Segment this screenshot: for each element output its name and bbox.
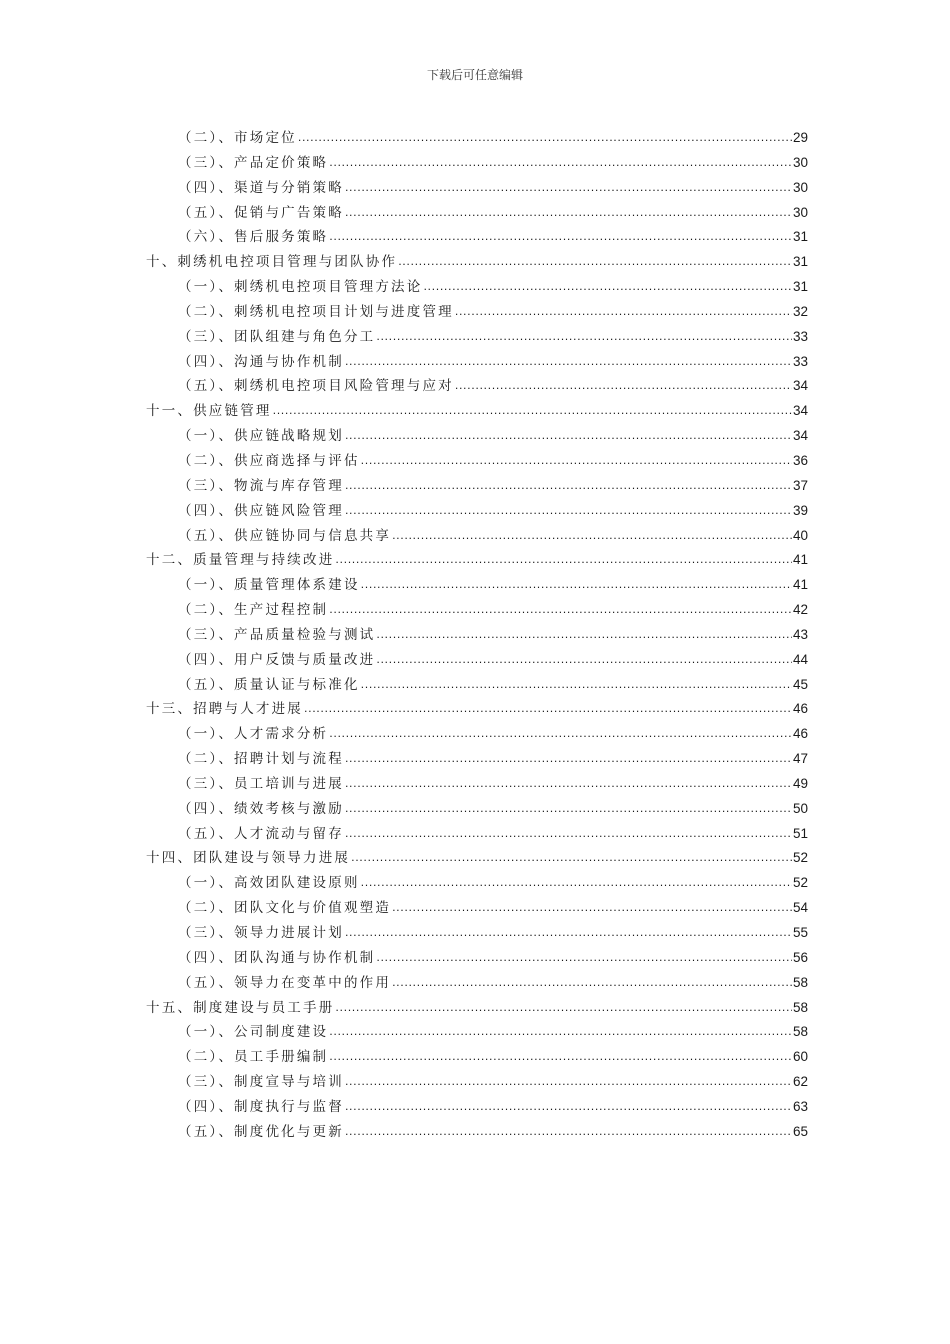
toc-section-entry[interactable] [146, 673, 808, 698]
toc-section-entry[interactable] [146, 300, 808, 325]
toc-section-entry[interactable] [146, 921, 808, 946]
toc-page-number: 31 [792, 279, 808, 295]
toc-dot-leader [329, 1048, 792, 1064]
toc-dot-leader [329, 228, 792, 244]
toc-section-entry[interactable] [146, 1045, 808, 1070]
toc-page-number: 49 [792, 775, 808, 791]
toc-page-number: 60 [792, 1049, 808, 1065]
toc-dot-leader [345, 825, 792, 841]
toc-section-entry[interactable] [146, 126, 808, 151]
toc-page-number: 47 [792, 751, 808, 767]
toc-section-entry[interactable] [146, 623, 808, 648]
toc-entry-title: （三）、制度宣导与培训 [178, 1074, 344, 1091]
toc-chapter-entry[interactable] [146, 548, 808, 573]
toc-dot-leader [335, 999, 792, 1015]
table-of-contents [146, 126, 808, 1145]
toc-dot-leader [345, 924, 792, 940]
toc-entry-title: （三）、物流与库存管理 [178, 477, 344, 494]
toc-dot-leader [345, 353, 792, 369]
toc-dot-leader [345, 1073, 792, 1089]
toc-section-entry[interactable] [146, 1095, 808, 1120]
toc-entry-title: （二）、员工手册编制 [178, 1049, 329, 1066]
toc-page-number: 44 [792, 651, 808, 667]
toc-entry-title: （五）、促销与广告策略 [178, 204, 344, 221]
toc-section-entry[interactable] [146, 474, 808, 499]
toc-page-number: 30 [792, 179, 808, 195]
toc-dot-leader [329, 725, 792, 741]
toc-entry-title: 十二、质量管理与持续改进 [146, 552, 335, 569]
toc-dot-leader [376, 328, 792, 344]
toc-page-number: 41 [792, 577, 808, 593]
toc-dot-leader [345, 800, 792, 816]
toc-section-entry[interactable] [146, 797, 808, 822]
toc-page-number: 33 [792, 353, 808, 369]
toc-chapter-entry[interactable] [146, 399, 808, 424]
toc-section-entry[interactable] [146, 201, 808, 226]
toc-page-number: 39 [792, 502, 808, 518]
toc-entry-title: （一）、人才需求分析 [178, 726, 329, 743]
toc-page-number: 40 [792, 527, 808, 543]
toc-dot-leader [455, 303, 792, 319]
toc-section-entry[interactable] [146, 1070, 808, 1095]
toc-section-entry[interactable] [146, 598, 808, 623]
toc-dot-leader [273, 402, 792, 418]
toc-section-entry[interactable] [146, 350, 808, 375]
toc-page-number: 62 [792, 1074, 808, 1090]
toc-section-entry[interactable] [146, 896, 808, 921]
toc-entry-title: （四）、用户反馈与质量改进 [178, 651, 376, 668]
toc-section-entry[interactable] [146, 449, 808, 474]
toc-page-number: 55 [792, 925, 808, 940]
toc-entry-title: （三）、领导力进展计划 [178, 925, 344, 941]
toc-dot-leader [351, 849, 792, 865]
toc-page-number: 46 [792, 726, 808, 742]
toc-dot-leader [392, 527, 792, 543]
toc-dot-leader [423, 278, 792, 294]
toc-dot-leader [392, 899, 792, 915]
toc-page-number: 34 [792, 403, 808, 419]
toc-section-entry[interactable] [146, 499, 808, 524]
toc-section-entry[interactable] [146, 648, 808, 673]
toc-entry-title: 十四、团队建设与领导力进展 [146, 850, 351, 867]
toc-entry-title: （六）、售后服务策略 [178, 229, 329, 246]
toc-entry-title: 十、刺绣机电控项目管理与团队协作 [146, 254, 398, 271]
toc-section-entry[interactable] [146, 871, 808, 896]
toc-dot-leader [304, 700, 792, 716]
toc-page-number: 30 [792, 154, 808, 170]
toc-entry-title: （一）、刺绣机电控项目管理方法论 [178, 279, 423, 296]
toc-dot-leader [345, 427, 792, 443]
toc-section-entry[interactable] [146, 374, 808, 399]
toc-page-number: 50 [792, 800, 808, 816]
toc-page-number: 58 [792, 974, 808, 990]
toc-dot-leader [376, 651, 792, 667]
toc-page-number: 29 [792, 130, 808, 145]
toc-entry-title: （一）、公司制度建设 [178, 1024, 329, 1041]
toc-dot-leader [298, 129, 792, 145]
toc-page-number: 32 [792, 303, 808, 319]
toc-entry-title: （二）、供应商选择与评估 [178, 452, 360, 469]
toc-dot-leader [455, 377, 792, 393]
toc-dot-leader [376, 626, 792, 642]
toc-section-entry[interactable] [146, 524, 808, 549]
page-header: 下载后可任意编辑 [426, 68, 523, 82]
toc-page-number: 30 [792, 204, 808, 220]
toc-page-number: 51 [792, 825, 808, 841]
toc-entry-title: （四）、沟通与协作机制 [178, 353, 344, 370]
toc-section-entry[interactable] [146, 946, 808, 971]
toc-page-number: 54 [792, 900, 808, 916]
toc-section-entry[interactable] [146, 822, 808, 847]
toc-section-entry[interactable] [146, 325, 808, 350]
toc-dot-leader [345, 477, 792, 493]
toc-section-entry[interactable] [146, 275, 808, 300]
toc-section-entry[interactable] [146, 772, 808, 797]
toc-page-number: 52 [792, 850, 808, 866]
toc-entry-title: （一）、高效团队建设原则 [178, 875, 360, 892]
toc-entry-title: （一）、供应链战略规划 [178, 428, 344, 445]
toc-entry-title: （二）、生产过程控制 [178, 602, 329, 619]
toc-entry-title: （三）、产品定价策略 [178, 154, 329, 171]
toc-entry-title: （四）、渠道与分销策略 [178, 179, 344, 196]
toc-entry-title: （五）、人才流动与留存 [178, 825, 344, 842]
toc-dot-leader [345, 179, 792, 195]
toc-page-number: 41 [792, 552, 808, 568]
toc-page-number: 65 [792, 1123, 808, 1139]
toc-dot-leader [329, 154, 792, 170]
toc-entry-title: （一）、质量管理体系建设 [178, 577, 360, 594]
toc-chapter-entry[interactable] [146, 250, 808, 275]
toc-entry-title: （二）、刺绣机电控项目计划与进度管理 [178, 303, 454, 320]
toc-dot-leader [398, 253, 792, 269]
toc-section-entry[interactable] [146, 1120, 808, 1145]
toc-dot-leader [376, 949, 792, 965]
toc-page-number: 36 [792, 452, 808, 468]
toc-entry-title: （三）、员工培训与进展 [178, 775, 344, 792]
toc-dot-leader [329, 1023, 792, 1039]
toc-dot-leader [329, 601, 792, 617]
toc-dot-leader [361, 576, 792, 592]
toc-section-entry[interactable] [146, 747, 808, 772]
toc-page-number: 33 [792, 328, 808, 344]
toc-entry-title: （二）、团队文化与价值观塑造 [178, 900, 392, 917]
toc-page-number: 58 [792, 999, 808, 1015]
toc-entry-title: （四）、绩效考核与激励 [178, 800, 344, 817]
toc-page-number: 52 [792, 875, 808, 891]
toc-page-number: 63 [792, 1098, 808, 1114]
toc-dot-leader [361, 452, 792, 468]
toc-entry-title: （四）、团队沟通与协作机制 [178, 949, 376, 966]
toc-entry-title: （二）、市场定位 [178, 130, 297, 146]
toc-page-number: 46 [792, 701, 808, 717]
toc-entry-title: 十五、制度建设与员工手册 [146, 999, 335, 1016]
toc-section-entry[interactable] [146, 151, 808, 176]
toc-chapter-entry[interactable] [146, 697, 808, 722]
toc-page-number: 31 [792, 229, 808, 245]
toc-section-entry[interactable] [146, 722, 808, 747]
toc-entry-title: （三）、团队组建与角色分工 [178, 328, 376, 345]
toc-page-number: 42 [792, 602, 808, 618]
toc-chapter-entry[interactable] [146, 996, 808, 1021]
toc-entry-title: （五）、制度优化与更新 [178, 1123, 344, 1140]
toc-dot-leader [345, 502, 792, 518]
toc-section-entry[interactable] [146, 176, 808, 201]
toc-section-entry[interactable] [146, 573, 808, 598]
toc-entry-title: （五）、质量认证与标准化 [178, 676, 360, 693]
toc-dot-leader [345, 204, 792, 220]
toc-entry-title: （三）、产品质量检验与测试 [178, 626, 376, 643]
toc-entry-title: （五）、刺绣机电控项目风险管理与应对 [178, 378, 454, 395]
toc-entry-title: （二）、招聘计划与流程 [178, 751, 344, 768]
toc-entry-title: （五）、领导力在变革中的作用 [178, 974, 392, 991]
toc-page-number: 58 [792, 1024, 808, 1040]
toc-section-entry[interactable] [146, 424, 808, 449]
toc-dot-leader [392, 974, 792, 990]
toc-dot-leader [345, 1098, 792, 1114]
toc-dot-leader [345, 1123, 792, 1139]
toc-page-number: 34 [792, 378, 808, 394]
toc-chapter-entry[interactable] [146, 846, 808, 871]
toc-section-entry[interactable] [146, 225, 808, 250]
toc-page-number: 37 [792, 477, 808, 493]
toc-entry-title: （四）、制度执行与监督 [178, 1098, 344, 1115]
toc-dot-leader [345, 775, 792, 791]
toc-dot-leader [335, 551, 792, 567]
toc-section-entry[interactable] [146, 971, 808, 996]
toc-page-number: 56 [792, 949, 808, 965]
toc-section-entry[interactable] [146, 1020, 808, 1045]
toc-page-number: 31 [792, 254, 808, 270]
toc-entry-title: 十三、招聘与人才进展 [146, 701, 303, 718]
toc-dot-leader [361, 676, 792, 692]
toc-entry-title: 十一、供应链管理 [146, 403, 272, 420]
toc-dot-leader [345, 750, 792, 766]
toc-entry-title: （四）、供应链风险管理 [178, 502, 344, 519]
toc-dot-leader [361, 874, 792, 890]
toc-page-number: 34 [792, 428, 808, 444]
toc-entry-title: （五）、供应链协同与信息共享 [178, 527, 392, 544]
toc-page-number: 43 [792, 626, 808, 642]
toc-page-number: 45 [792, 676, 808, 692]
